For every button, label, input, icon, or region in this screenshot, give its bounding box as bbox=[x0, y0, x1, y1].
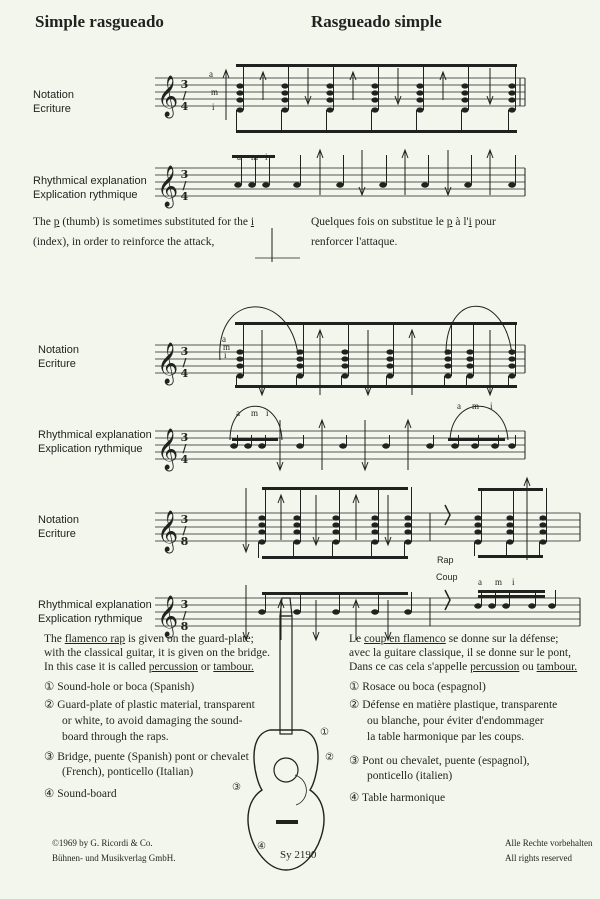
note-head bbox=[371, 515, 378, 520]
copyright: ©1969 by G. Ricordi & Co. Bühnen- und Musikverlag GmbH. bbox=[52, 838, 176, 863]
note-head bbox=[539, 539, 546, 544]
guitar-neck bbox=[280, 616, 292, 734]
note-head bbox=[296, 373, 303, 378]
note-head bbox=[502, 603, 510, 608]
list-item: ④ Sound-board bbox=[44, 788, 117, 800]
beam bbox=[235, 322, 517, 325]
note-head bbox=[332, 529, 339, 534]
time-signature: 3/4 bbox=[178, 168, 191, 201]
slur bbox=[450, 406, 508, 440]
note-head bbox=[332, 522, 339, 527]
note-head bbox=[491, 443, 499, 448]
fingering-label: m bbox=[251, 408, 259, 418]
note-head bbox=[426, 443, 434, 448]
fingering-label: a bbox=[237, 152, 241, 162]
treble-clef-icon: 𝄞 bbox=[157, 596, 179, 637]
rights: Alle Rechte vorbehalten All rights reserved bbox=[505, 838, 593, 863]
note-head bbox=[258, 515, 265, 520]
note-head bbox=[386, 373, 393, 378]
treble-clef-icon: 𝄞 bbox=[157, 166, 179, 207]
note-head bbox=[371, 97, 378, 102]
note-head bbox=[371, 609, 379, 614]
note-head bbox=[416, 107, 423, 112]
slur bbox=[446, 306, 512, 355]
note-head bbox=[244, 443, 252, 448]
note-head bbox=[506, 529, 513, 534]
notation-label-3: Notation Ecriture bbox=[38, 514, 79, 540]
note-head bbox=[281, 90, 288, 95]
note-head bbox=[296, 443, 304, 448]
note-head bbox=[326, 97, 333, 102]
list-item: ② Guard-plate of plastic material, transparent bbox=[44, 699, 255, 711]
note-head bbox=[464, 182, 472, 187]
note-head bbox=[474, 539, 481, 544]
beam bbox=[478, 590, 545, 593]
note-head bbox=[404, 609, 412, 614]
note-head bbox=[539, 515, 546, 520]
rhythm-label-2: Rhythmical explanation Explication rythmique bbox=[38, 429, 152, 455]
beam bbox=[478, 555, 543, 558]
note-head bbox=[474, 529, 481, 534]
beam bbox=[236, 130, 517, 133]
note-head bbox=[293, 529, 300, 534]
note-head bbox=[293, 609, 301, 614]
note-head bbox=[444, 363, 451, 368]
fingering-label: a bbox=[209, 69, 213, 79]
rhythm-label-1: Rhythmical explanation Explication rythmique bbox=[33, 175, 147, 201]
note-head bbox=[281, 83, 288, 88]
note-head bbox=[258, 522, 265, 527]
note-head bbox=[379, 182, 387, 187]
guitar-bridge bbox=[276, 820, 298, 824]
time-signature: 3/4 bbox=[178, 345, 191, 378]
fingering-label: m bbox=[495, 577, 503, 587]
note-head bbox=[371, 90, 378, 95]
title-french: Rasgueado simple bbox=[311, 12, 442, 31]
fingering-label: i bbox=[512, 577, 515, 587]
list-item: ② Défense en matière plastique, transparente bbox=[349, 699, 558, 711]
time-signature: 3/4 bbox=[178, 431, 191, 464]
note-head bbox=[508, 90, 515, 95]
time-signature: 3/8 bbox=[178, 598, 191, 631]
note-head bbox=[466, 373, 473, 378]
note-head bbox=[326, 107, 333, 112]
note-head bbox=[341, 356, 348, 361]
treble-clef-icon: 𝄞 bbox=[157, 76, 179, 117]
note-head bbox=[386, 356, 393, 361]
coup-label: Coup bbox=[436, 572, 458, 582]
treble-clef-icon: 𝄞 bbox=[157, 343, 179, 384]
note-head bbox=[548, 603, 556, 608]
note-head bbox=[258, 539, 265, 544]
beam bbox=[262, 556, 408, 559]
fingering-label: m bbox=[251, 152, 259, 162]
note-head bbox=[326, 90, 333, 95]
note-head bbox=[341, 363, 348, 368]
note-head bbox=[506, 539, 513, 544]
note-french: Quelques fois on substitue le p à l'i pour renforcer l'attaque. bbox=[311, 216, 496, 248]
note-head bbox=[230, 443, 238, 448]
note-head bbox=[236, 363, 243, 368]
fingering-label: m bbox=[223, 342, 231, 352]
fingering-label: a bbox=[478, 577, 482, 587]
french-text: Le coup en flamenco se donne sur la défense; avec la guitare classique, il se donne sur le pont, Dans ce cas cela s'appelle percussion ou tambour. ① Rosace ou boca (espagnol) ② Défense en matière plastique, transparente ou blanche, pour éviter d'endommager la table harmonique par les coups. ③ Pont ou chevalet, puente (espagnol), ponticello (italien) ④ Table harmonique bbox=[349, 633, 578, 804]
note-head bbox=[293, 522, 300, 527]
note-head bbox=[444, 356, 451, 361]
note-head bbox=[474, 515, 481, 520]
note-head bbox=[416, 90, 423, 95]
note-head bbox=[451, 443, 459, 448]
note-head bbox=[336, 182, 344, 187]
note-head bbox=[236, 97, 243, 102]
callout-number: ① bbox=[320, 727, 329, 738]
list-item: ③ Bridge, puente (Spanish) pont or chevalet bbox=[44, 751, 249, 763]
note-head bbox=[508, 373, 515, 378]
list-item: ① Sound-hole or boca (Spanish) bbox=[44, 681, 195, 693]
list-item: ④ Table harmonique bbox=[349, 792, 446, 804]
note-head bbox=[332, 609, 340, 614]
note-head bbox=[506, 522, 513, 527]
notation-label-2: Notation Ecriture bbox=[38, 344, 79, 370]
catalog-number: Sy 2190 bbox=[280, 849, 317, 861]
note-head bbox=[466, 356, 473, 361]
note-head bbox=[371, 539, 378, 544]
note-head bbox=[416, 97, 423, 102]
beam bbox=[478, 488, 543, 491]
note-head bbox=[258, 443, 266, 448]
beam bbox=[478, 595, 545, 598]
note-head bbox=[371, 83, 378, 88]
list-item: ③ Pont ou chevalet, puente (espagnol), bbox=[349, 755, 530, 767]
fingering-label: a bbox=[457, 401, 461, 411]
note-head bbox=[471, 443, 479, 448]
note-head bbox=[236, 356, 243, 361]
note-head bbox=[339, 443, 347, 448]
note-head bbox=[474, 603, 482, 608]
note-head bbox=[444, 349, 451, 354]
note-head bbox=[404, 539, 411, 544]
fingering-label: i bbox=[490, 401, 493, 411]
note-head bbox=[332, 539, 339, 544]
note-head bbox=[404, 529, 411, 534]
english-text: The flamenco rap is given on the guard-plate; with the classical guitar, it is given on the bridge. In this case it is called percussion or tambour. ① Sound-hole or boca (Spanish) ② Guard-plate of plastic material, transparent or white, to avoid damaging the sound- board through the raps. ③ Bridge, puente (Spanish) pont or chevalet (French), ponticello (Italian) ④ Sound-board bbox=[44, 633, 270, 800]
note-head bbox=[293, 539, 300, 544]
note-head bbox=[262, 182, 270, 187]
note-head bbox=[508, 97, 515, 102]
note-head bbox=[386, 363, 393, 368]
note-head bbox=[508, 83, 515, 88]
note-head bbox=[236, 90, 243, 95]
note-head bbox=[508, 107, 515, 112]
note-head bbox=[416, 83, 423, 88]
treble-clef-icon: 𝄞 bbox=[157, 511, 179, 552]
note-head bbox=[296, 356, 303, 361]
note-head bbox=[461, 90, 468, 95]
note-head bbox=[293, 515, 300, 520]
time-signature: 3/8 bbox=[178, 513, 191, 546]
note-head bbox=[461, 97, 468, 102]
note-head bbox=[236, 349, 243, 354]
fingering-label: i bbox=[265, 152, 268, 162]
fingering-label: a bbox=[236, 408, 240, 418]
note-head bbox=[466, 363, 473, 368]
note-head bbox=[382, 443, 390, 448]
note-head bbox=[281, 107, 288, 112]
note-head bbox=[404, 515, 411, 520]
sound-hole bbox=[274, 758, 298, 782]
notation-label-1: Notation Ecriture bbox=[33, 89, 74, 115]
note-head bbox=[293, 182, 301, 187]
note-head bbox=[539, 522, 546, 527]
note-head bbox=[371, 107, 378, 112]
note-head bbox=[332, 515, 339, 520]
note-head bbox=[341, 373, 348, 378]
callout-number: ③ bbox=[232, 782, 241, 793]
note-head bbox=[466, 349, 473, 354]
rap-label: Rap bbox=[437, 555, 454, 565]
percussion-rap-mark bbox=[445, 590, 450, 610]
callout-number: ② bbox=[325, 752, 334, 763]
note-head bbox=[508, 443, 516, 448]
note-head bbox=[236, 107, 243, 112]
time-signature: 3/4 bbox=[178, 78, 191, 111]
beam bbox=[236, 64, 517, 67]
title-english: Simple rasgueado bbox=[35, 12, 164, 31]
beam bbox=[232, 438, 278, 441]
note-head bbox=[404, 522, 411, 527]
fingering-label: m bbox=[472, 401, 480, 411]
note-head bbox=[258, 609, 266, 614]
fingering-label: i bbox=[224, 350, 227, 360]
note-head bbox=[234, 182, 242, 187]
beam bbox=[262, 592, 408, 595]
note-head bbox=[421, 182, 429, 187]
fingering-label: m bbox=[211, 87, 219, 97]
note-head bbox=[236, 83, 243, 88]
guitar-head bbox=[280, 598, 292, 616]
note-head bbox=[528, 603, 536, 608]
beam bbox=[235, 385, 517, 388]
fingering-label: a bbox=[222, 334, 226, 344]
note-head bbox=[236, 373, 243, 378]
note-head bbox=[248, 182, 256, 187]
note-head bbox=[539, 529, 546, 534]
note-head bbox=[461, 83, 468, 88]
note-head bbox=[461, 107, 468, 112]
note-head bbox=[371, 529, 378, 534]
note-head bbox=[508, 356, 515, 361]
callout-number: ④ bbox=[257, 841, 266, 852]
note-head bbox=[371, 522, 378, 527]
fingering-label: i bbox=[266, 408, 269, 418]
fingering-label: i bbox=[212, 102, 215, 112]
rhythm-label-3: Rhythmical explanation Explication rythmique bbox=[38, 599, 152, 625]
note-head bbox=[488, 603, 496, 608]
note-head bbox=[341, 349, 348, 354]
note-head bbox=[444, 373, 451, 378]
note-head bbox=[258, 529, 265, 534]
beam bbox=[448, 438, 505, 441]
percussion-rap-mark bbox=[445, 505, 450, 525]
list-item: ① Rosace ou boca (espagnol) bbox=[349, 681, 486, 693]
note-head bbox=[386, 349, 393, 354]
note-head bbox=[506, 515, 513, 520]
note-head bbox=[508, 182, 516, 187]
note-head bbox=[296, 363, 303, 368]
guard-plate bbox=[295, 775, 306, 805]
beam bbox=[262, 487, 408, 490]
note-head bbox=[508, 363, 515, 368]
note-head bbox=[281, 97, 288, 102]
note-head bbox=[326, 83, 333, 88]
note-english: The p (thumb) is sometimes substituted for the i (index), in order to reinforce the attack, bbox=[33, 216, 255, 248]
treble-clef-icon: 𝄞 bbox=[157, 429, 179, 470]
note-head bbox=[474, 522, 481, 527]
